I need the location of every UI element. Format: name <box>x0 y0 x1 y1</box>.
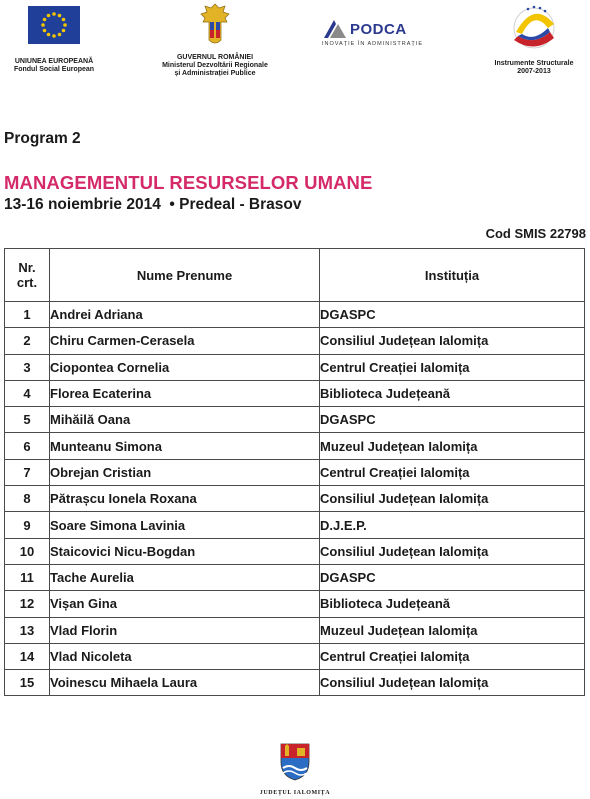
government-logo <box>140 2 290 78</box>
gov-caption-line3: și Administrației Publice <box>174 70 256 77</box>
row-number-cell: 3 <box>5 354 50 380</box>
row-institution-cell: Biblioteca Județeană <box>320 380 585 406</box>
event-dates-location: 13-16 noiembrie 2014 • Predeal - Brasov <box>4 196 302 213</box>
row-number-cell: 13 <box>5 617 50 643</box>
row-name-cell: Soare Simona Lavinia <box>50 512 320 538</box>
program-label: Program 2 <box>4 130 81 147</box>
row-institution-cell: DGASPC <box>320 564 585 590</box>
table-row <box>5 643 585 669</box>
row-number-cell: 6 <box>5 433 50 459</box>
table-row <box>5 670 585 696</box>
row-name-cell: Munteanu Simona <box>50 433 320 459</box>
row-name-cell: Vlad Florin <box>50 617 320 643</box>
row-institution-cell: DGASPC <box>320 407 585 433</box>
row-name-cell: Vișan Gina <box>50 591 320 617</box>
podca-tagline: INOVAȚIE ÎN ADMINISTRAȚIE <box>322 41 423 47</box>
romanian-coat-of-arms-icon <box>199 2 231 48</box>
table-row <box>5 512 585 538</box>
header-nr-line2: crt. <box>16 275 38 290</box>
table-row <box>5 459 585 485</box>
structural-caption-line1: Instrumente Structurale <box>494 60 574 67</box>
header-institution: Instituția <box>320 249 585 302</box>
row-name-cell: Tache Aurelia <box>50 564 320 590</box>
row-name-cell: Ciopontea Cornelia <box>50 354 320 380</box>
row-institution-cell: D.J.E.P. <box>320 512 585 538</box>
row-institution-cell: Centrul Creației Ialomița <box>320 459 585 485</box>
table-row <box>5 354 585 380</box>
row-number-cell: 9 <box>5 512 50 538</box>
podca-wordmark: PODCA <box>350 20 407 38</box>
structural-caption-line2: 2007-2013 <box>517 68 551 75</box>
row-name-cell: Pătrașcu Ionela Roxana <box>50 486 320 512</box>
header-name: Nume Prenume <box>50 249 320 302</box>
eu-caption-line1: UNIUNEA EUROPEANĂ <box>14 58 94 65</box>
table-header-row <box>5 249 585 302</box>
ialomita-coat-of-arms-icon <box>277 740 313 782</box>
table-row <box>5 591 585 617</box>
eu-logo <box>4 6 104 74</box>
event-title: MANAGEMENTUL RESURSELOR UMANE <box>4 172 373 193</box>
row-name-cell: Obrejan Cristian <box>50 459 320 485</box>
gov-caption-line2: Ministerul Dezvoltării Regionale <box>162 62 268 69</box>
row-number-cell: 15 <box>5 670 50 696</box>
row-institution-cell: Consiliul Județean Ialomița <box>320 328 585 354</box>
table-row <box>5 328 585 354</box>
row-number-cell: 11 <box>5 564 50 590</box>
row-institution-cell: Muzeul Județean Ialomița <box>320 617 585 643</box>
eu-flag-icon <box>28 6 80 44</box>
header-nr-line1: Nr. <box>18 260 36 275</box>
table-row <box>5 564 585 590</box>
row-institution-cell: Centrul Creației Ialomița <box>320 354 585 380</box>
row-number-cell: 4 <box>5 380 50 406</box>
podca-logo <box>322 18 442 47</box>
footer-caption: JUDEȚUL IALOMIȚA <box>259 790 331 796</box>
table-row <box>5 302 585 328</box>
row-number-cell: 1 <box>5 302 50 328</box>
row-institution-cell: Centrul Creației Ialomița <box>320 643 585 669</box>
row-institution-cell: Consiliul Județean Ialomița <box>320 670 585 696</box>
row-name-cell: Vlad Nicoleta <box>50 643 320 669</box>
eu-caption-line2: Fondul Social European <box>13 66 95 73</box>
row-number-cell: 2 <box>5 328 50 354</box>
row-number-cell: 14 <box>5 643 50 669</box>
participants-table <box>4 248 585 696</box>
row-number-cell: 10 <box>5 538 50 564</box>
participants-table-body <box>5 302 585 696</box>
table-row <box>5 617 585 643</box>
table-row <box>5 433 585 459</box>
row-institution-cell: Muzeul Județean Ialomița <box>320 433 585 459</box>
row-number-cell: 5 <box>5 407 50 433</box>
table-row <box>5 380 585 406</box>
podca-logo-icon <box>322 18 348 40</box>
table-row <box>5 538 585 564</box>
row-institution-cell: Consiliul Județean Ialomița <box>320 486 585 512</box>
row-name-cell: Andrei Adriana <box>50 302 320 328</box>
header-nr-crt <box>5 249 50 302</box>
row-name-cell: Voinescu Mihaela Laura <box>50 670 320 696</box>
footer-county-logo <box>255 740 335 796</box>
row-name-cell: Florea Ecaterina <box>50 380 320 406</box>
row-institution-cell: Consiliul Județean Ialomița <box>320 538 585 564</box>
row-name-cell: Staicovici Nicu-Bogdan <box>50 538 320 564</box>
row-name-cell: Mihăilă Oana <box>50 407 320 433</box>
row-name-cell: Chiru Carmen-Cerasela <box>50 328 320 354</box>
row-number-cell: 8 <box>5 486 50 512</box>
row-number-cell: 12 <box>5 591 50 617</box>
table-row <box>5 486 585 512</box>
cod-smis: Cod SMIS 22798 <box>485 226 586 241</box>
structural-instruments-logo <box>480 2 588 76</box>
row-institution-cell: DGASPC <box>320 302 585 328</box>
row-institution-cell: Biblioteca Județeană <box>320 591 585 617</box>
row-number-cell: 7 <box>5 459 50 485</box>
structural-instruments-logo-icon <box>504 2 564 54</box>
table-row <box>5 407 585 433</box>
gov-caption-line1: GUVERNUL ROMÂNIEI <box>176 54 254 61</box>
